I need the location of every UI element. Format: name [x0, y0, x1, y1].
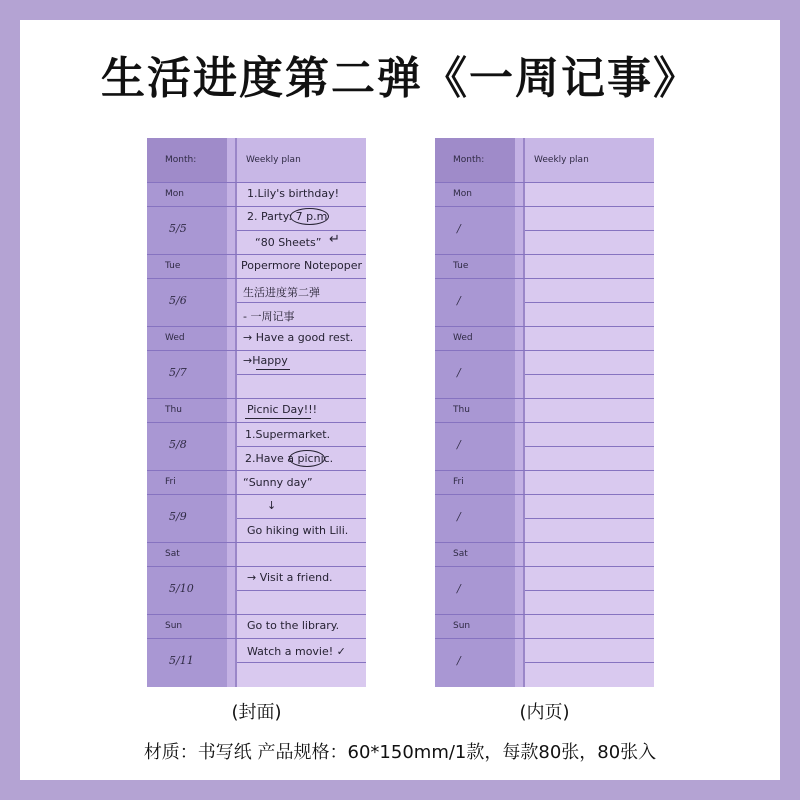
note-line: →Happy	[243, 354, 288, 367]
ruled-line	[147, 398, 366, 399]
day-label: Wed	[453, 333, 473, 343]
date-label: 5/9	[169, 510, 187, 523]
day-label: Thu	[165, 405, 182, 415]
date-label: /	[457, 366, 461, 379]
ruled-line	[147, 326, 366, 327]
ruled-line	[147, 614, 366, 615]
ruled-line	[525, 518, 654, 519]
note-line: Go to the library.	[247, 619, 340, 632]
ruled-line	[435, 638, 654, 639]
date-label: /	[457, 582, 461, 595]
day-label: Mon	[453, 189, 472, 199]
ruled-line	[435, 494, 654, 495]
day-label: Wed	[165, 333, 185, 343]
ruled-line	[435, 470, 654, 471]
column-divider	[235, 138, 237, 687]
note-line: Popermore Notepoper	[241, 259, 363, 272]
ruled-line	[435, 326, 654, 327]
note-line: 2.Have a picnic.	[245, 452, 334, 465]
note-line: 1.Lily's birthday!	[247, 187, 339, 200]
ruled-line	[147, 638, 366, 639]
ruled-line	[435, 182, 654, 183]
ruled-line	[237, 590, 366, 591]
ink-underline	[245, 418, 311, 419]
ruled-line	[435, 350, 654, 351]
month-label: Month:	[453, 155, 485, 165]
ruled-line	[435, 278, 654, 279]
ruled-line	[237, 302, 366, 303]
ruled-line	[525, 590, 654, 591]
month-label: Month:	[165, 155, 197, 165]
ruled-line	[435, 542, 654, 543]
ruled-line	[147, 494, 366, 495]
ruled-line	[147, 542, 366, 543]
curved-arrow-icon: ↵	[329, 232, 340, 247]
date-label: 5/10	[169, 582, 194, 595]
note-line: 生活进度第二弹	[243, 286, 320, 299]
ruled-line	[147, 566, 366, 567]
note-line: Watch a movie! ✓	[247, 645, 346, 658]
date-label: 5/7	[169, 366, 187, 379]
date-label: /	[457, 510, 461, 523]
day-column	[435, 182, 515, 687]
day-label: Tue	[453, 261, 469, 271]
cover-sheet	[147, 138, 366, 687]
ruled-line	[525, 374, 654, 375]
day-label: Tue	[165, 261, 181, 271]
white-panel	[20, 20, 780, 780]
date-label: 5/6	[169, 294, 187, 307]
ruled-line	[237, 230, 366, 231]
inner-caption: (内页)	[519, 702, 570, 723]
ruled-line	[237, 374, 366, 375]
ruled-line	[147, 422, 366, 423]
ruled-line	[435, 614, 654, 615]
ruled-line	[237, 662, 366, 663]
note-line: → Visit a friend.	[247, 571, 333, 584]
day-label: Thu	[453, 405, 470, 415]
note-line: Picnic Day!!!	[247, 403, 318, 416]
ruled-line	[435, 566, 654, 567]
day-label: Fri	[165, 477, 176, 487]
weekly-plan-label: Weekly plan	[246, 155, 301, 165]
note-line: Go hiking with Lili.	[247, 524, 349, 537]
down-arrow-icon: ↓	[267, 499, 277, 512]
date-label: /	[457, 294, 461, 307]
day-label: Sun	[453, 621, 471, 631]
ruled-line	[435, 422, 654, 423]
date-label: /	[457, 222, 461, 235]
day-label: Sat	[453, 549, 468, 559]
date-label: /	[457, 654, 461, 667]
ink-underline	[256, 369, 290, 370]
date-label: 5/5	[169, 222, 187, 235]
ruled-line	[147, 278, 366, 279]
ruled-line	[147, 350, 366, 351]
note-line: “Sunny day”	[243, 476, 313, 489]
ruled-line	[525, 230, 654, 231]
day-label: Sun	[165, 621, 183, 631]
ink-circle	[290, 208, 329, 225]
note-line: → Have a good rest.	[243, 331, 354, 344]
day-label: Mon	[165, 189, 184, 199]
ruled-line	[147, 182, 366, 183]
ruled-line	[525, 662, 654, 663]
cover-caption: (封面)	[231, 702, 282, 723]
ruled-line	[525, 446, 654, 447]
date-label: 5/11	[169, 654, 194, 667]
ruled-line	[435, 398, 654, 399]
ink-circle	[289, 450, 325, 467]
ruled-line	[147, 206, 366, 207]
date-label: 5/8	[169, 438, 187, 451]
page-title: 生活进度第二弹《一周记事》	[101, 53, 699, 104]
ruled-line	[237, 446, 366, 447]
ruled-line	[435, 254, 654, 255]
note-line: - 一周记事	[243, 310, 295, 323]
note-line: 1.Supermarket.	[245, 428, 331, 441]
note-line: 2. Party: 7 p.m	[247, 210, 328, 223]
day-label: Sat	[165, 549, 180, 559]
ruled-line	[147, 470, 366, 471]
day-label: Fri	[453, 477, 464, 487]
day-column	[147, 182, 227, 687]
column-divider	[523, 138, 525, 687]
spec-footer: 材质：书写纸 产品规格：60*150mm/1款，每款80张，80张入	[143, 742, 657, 763]
ruled-line	[525, 302, 654, 303]
ruled-line	[435, 206, 654, 207]
ruled-line	[147, 254, 366, 255]
note-line: “80 Sheets”	[255, 236, 322, 249]
ruled-line	[237, 518, 366, 519]
date-label: /	[457, 438, 461, 451]
inner-sheet	[435, 138, 654, 687]
weekly-plan-label: Weekly plan	[534, 155, 589, 165]
